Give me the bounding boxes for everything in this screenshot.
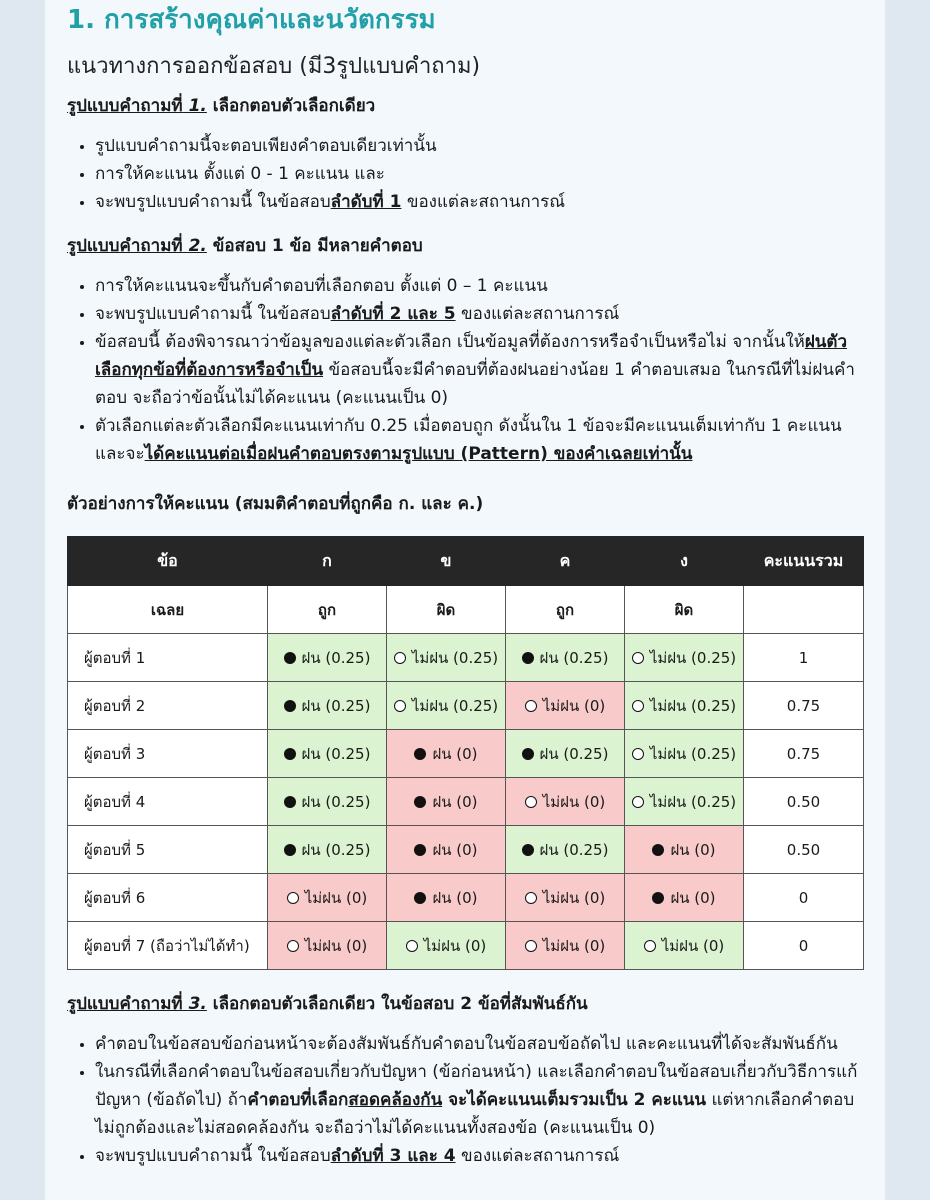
total-score: 0.50 <box>744 826 864 874</box>
answer-cell <box>268 634 387 682</box>
answer-text: ฝน (0.25) <box>301 696 371 715</box>
section-1-heading: รูปแบบคำถามที่ 1. เลือกตอบตัวเลือกเดียว <box>67 96 376 116</box>
example-heading: ตัวอย่างการให้คะแนน (สมมติคำตอบที่ถูกคือ ก. และ ค.) <box>67 494 484 514</box>
answer-cell <box>506 874 625 922</box>
answer-cell <box>506 778 625 826</box>
answer-cell <box>387 682 506 730</box>
answer-text: ไม่ฝน (0) <box>304 888 368 907</box>
empty-bubble-icon <box>406 940 418 952</box>
answer-text: ฝน (0.25) <box>539 744 609 763</box>
list-item: • ในกรณีที่เลือกคำตอบในข้อสอบเกี่ยวกับปัญหา (ข้อก่อนหน้า) และเลือกคำตอบในข้อสอบเกี่ยวกับวิธีการแก้ปัญหา (ข้อถัดไป) ถ้าคำตอบที่เลือกสอดคล้องกัน จะได้คะแนนเต็มรวมเป็น 2 คะแนน แต่หากเลือกคำตอบไม่ถูกต้องและไม่สอดคล้องกัน จะถือว่าไม่ได้คะแนนทั้งสองข้อ (คะแนนเป็น 0) <box>95 1058 863 1142</box>
answer-cell <box>268 730 387 778</box>
answer-text: ฝน (0.25) <box>539 840 609 859</box>
answer-text: ฝน (0.25) <box>301 648 371 667</box>
header-cell: คะแนนรวม <box>744 537 864 586</box>
answer-cell <box>387 730 506 778</box>
table-row <box>68 682 864 730</box>
respondent-label: ผู้ตอบที่ 3 <box>68 730 268 778</box>
filled-bubble-icon <box>414 844 426 856</box>
answer-text: ฝน (0) <box>432 888 478 907</box>
answer-text: ไม่ฝน (0) <box>661 936 725 955</box>
list-item: • การให้คะแนน ตั้งแต่ 0 - 1 คะแนน และ <box>95 160 863 188</box>
total-score: 0.75 <box>744 682 864 730</box>
answer-cell <box>625 922 744 970</box>
answer-text: ไม่ฝน (0) <box>542 936 606 955</box>
total-score: 0 <box>744 874 864 922</box>
empty-bubble-icon <box>394 700 406 712</box>
table-cell: ผิด <box>625 586 744 634</box>
filled-bubble-icon <box>284 796 296 808</box>
filled-bubble-icon <box>652 892 664 904</box>
table-row <box>68 730 864 778</box>
answer-cell <box>625 682 744 730</box>
answer-text: ไม่ฝน (0) <box>542 888 606 907</box>
filled-bubble-icon <box>522 652 534 664</box>
table-cell <box>744 586 864 634</box>
section-3-list <box>67 1030 863 1170</box>
answer-text: ไม่ฝน (0.25) <box>649 792 737 811</box>
empty-bubble-icon <box>644 940 656 952</box>
respondent-label: ผู้ตอบที่ 5 <box>68 826 268 874</box>
answer-text: ไม่ฝน (0) <box>304 936 368 955</box>
header-cell: ข้อ <box>68 537 268 586</box>
list-item: • การให้คะแนนจะขึ้นกับคำตอบที่เลือกตอบ ตั้งแต่ 0 – 1 คะแนน <box>95 272 863 300</box>
header-cell: ก <box>268 537 387 586</box>
table-row <box>68 778 864 826</box>
list-item: • ข้อสอบนี้ ต้องพิจารณาว่าข้อมูลของแต่ละตัวเลือก เป็นข้อมูลที่ต้องการหรือจำเป็นหรือไม่ จากนั้นให้ฝนตัวเลือกทุกข้อที่ต้องการหรือจำเป็น ข้อสอบนี้จะมีคำตอบที่ต้องฝนอย่างน้อย 1 คำตอบเสมอ ในกรณีที่ไม่ฝนคำตอบ จะถือว่าข้อนั้นไม่ได้คะแนน (คะแนนเป็น 0) <box>95 328 863 412</box>
filled-bubble-icon <box>414 892 426 904</box>
answer-text: ฝน (0.25) <box>301 792 371 811</box>
filled-bubble-icon <box>522 844 534 856</box>
section-2-list <box>67 272 863 468</box>
answer-text: ไม่ฝน (0.25) <box>411 648 499 667</box>
filled-bubble-icon <box>414 796 426 808</box>
answer-text: ฝน (0) <box>432 744 478 763</box>
answer-cell <box>387 634 506 682</box>
header-cell: ข <box>387 537 506 586</box>
total-score: 0.75 <box>744 730 864 778</box>
empty-bubble-icon <box>394 652 406 664</box>
list-item: • คำตอบในข้อสอบข้อก่อนหน้าจะต้องสัมพันธ์กับคำตอบในข้อสอบข้อถัดไป และคะแนนที่ได้จะสัมพันธ์กัน <box>95 1030 863 1058</box>
section-3-heading: รูปแบบคำถามที่ 3. เลือกตอบตัวเลือกเดียว ในข้อสอบ 2 ข้อที่สัมพันธ์กัน <box>67 994 588 1014</box>
answer-cell <box>268 682 387 730</box>
list-item: • จะพบรูปแบบคำถามนี้ ในข้อสอบลำดับที่ 3 และ 4 ของแต่ละสถานการณ์ <box>95 1142 863 1170</box>
header-cell: ค <box>506 537 625 586</box>
answer-text: ฝน (0.25) <box>301 840 371 859</box>
table-cell: เฉลย <box>68 586 268 634</box>
answer-text: ไม่ฝน (0) <box>542 792 606 811</box>
table-row <box>68 922 864 970</box>
answer-text: ฝน (0.25) <box>301 744 371 763</box>
answer-cell <box>625 874 744 922</box>
answer-cell <box>387 874 506 922</box>
answer-cell <box>506 682 625 730</box>
answer-cell <box>506 730 625 778</box>
table-row <box>68 634 864 682</box>
answer-cell <box>625 826 744 874</box>
filled-bubble-icon <box>284 844 296 856</box>
table-row <box>68 874 864 922</box>
answer-text: ไม่ฝน (0) <box>542 696 606 715</box>
total-score: 0.50 <box>744 778 864 826</box>
section-2-heading: รูปแบบคำถามที่ 2. ข้อสอบ 1 ข้อ มีหลายคำตอบ <box>67 236 423 256</box>
table-header-row <box>68 537 864 586</box>
respondent-label: ผู้ตอบที่ 6 <box>68 874 268 922</box>
answer-text: ไม่ฝน (0) <box>423 936 487 955</box>
answer-key-row <box>68 586 864 634</box>
filled-bubble-icon <box>284 652 296 664</box>
table-cell: ถูก <box>506 586 625 634</box>
empty-bubble-icon <box>525 940 537 952</box>
empty-bubble-icon <box>287 892 299 904</box>
answer-text: ไม่ฝน (0.25) <box>649 696 737 715</box>
answer-cell <box>506 922 625 970</box>
empty-bubble-icon <box>525 700 537 712</box>
respondent-label: ผู้ตอบที่ 2 <box>68 682 268 730</box>
answer-cell <box>506 634 625 682</box>
filled-bubble-icon <box>652 844 664 856</box>
answer-text: ฝน (0.25) <box>539 648 609 667</box>
filled-bubble-icon <box>284 748 296 760</box>
filled-bubble-icon <box>414 748 426 760</box>
respondent-label: ผู้ตอบที่ 4 <box>68 778 268 826</box>
answer-cell <box>625 778 744 826</box>
answer-cell <box>625 634 744 682</box>
list-item: • จะพบรูปแบบคำถามนี้ ในข้อสอบลำดับที่ 2 และ 5 ของแต่ละสถานการณ์ <box>95 300 863 328</box>
list-item: • รูปแบบคำถามนี้จะตอบเพียงคำตอบเดียวเท่านั้น <box>95 132 863 160</box>
list-item: • ตัวเลือกแต่ละตัวเลือกมีคะแนนเท่ากับ 0.25 เมื่อตอบถูก ดังนั้นใน 1 ข้อจะมีคะแนนเต็มเท่ากับ 1 คะแนน และจะได้คะแนนต่อเมื่อฝนคำตอบตรงตามรูปแบบ (Pattern) ของคำเฉลยเท่านั้น <box>95 412 863 468</box>
empty-bubble-icon <box>287 940 299 952</box>
empty-bubble-icon <box>525 892 537 904</box>
empty-bubble-icon <box>632 652 644 664</box>
empty-bubble-icon <box>632 700 644 712</box>
answer-cell <box>268 826 387 874</box>
header-cell: ง <box>625 537 744 586</box>
answer-cell <box>387 826 506 874</box>
respondent-label: ผู้ตอบที่ 7 (ถือว่าไม่ได้ทำ) <box>68 922 268 970</box>
filled-bubble-icon <box>522 748 534 760</box>
scoring-table <box>67 536 864 970</box>
total-score: 1 <box>744 634 864 682</box>
empty-bubble-icon <box>525 796 537 808</box>
answer-cell <box>506 826 625 874</box>
answer-text: ไม่ฝน (0.25) <box>411 696 499 715</box>
table-cell: ถูก <box>268 586 387 634</box>
answer-cell <box>387 778 506 826</box>
document-card <box>45 0 885 1200</box>
answer-text: ฝน (0) <box>670 840 716 859</box>
section-1-list <box>67 132 863 216</box>
page-title: 1. การสร้างคุณค่าและนวัตกรรม <box>67 5 436 35</box>
answer-text: ไม่ฝน (0.25) <box>649 744 737 763</box>
table-cell: ผิด <box>387 586 506 634</box>
respondent-label: ผู้ตอบที่ 1 <box>68 634 268 682</box>
total-score: 0 <box>744 922 864 970</box>
table-row <box>68 826 864 874</box>
filled-bubble-icon <box>284 700 296 712</box>
empty-bubble-icon <box>632 748 644 760</box>
answer-text: ฝน (0) <box>432 840 478 859</box>
empty-bubble-icon <box>632 796 644 808</box>
page-subtitle: แนวทางการออกข้อสอบ (มี3รูปแบบคำถาม) <box>67 54 481 79</box>
list-item: • จะพบรูปแบบคำถามนี้ ในข้อสอบลำดับที่ 1 ของแต่ละสถานการณ์ <box>95 188 863 216</box>
answer-text: ฝน (0) <box>432 792 478 811</box>
answer-text: ไม่ฝน (0.25) <box>649 648 737 667</box>
answer-text: ฝน (0) <box>670 888 716 907</box>
answer-cell <box>268 922 387 970</box>
answer-cell <box>387 922 506 970</box>
answer-cell <box>625 730 744 778</box>
answer-cell <box>268 778 387 826</box>
answer-cell <box>268 874 387 922</box>
